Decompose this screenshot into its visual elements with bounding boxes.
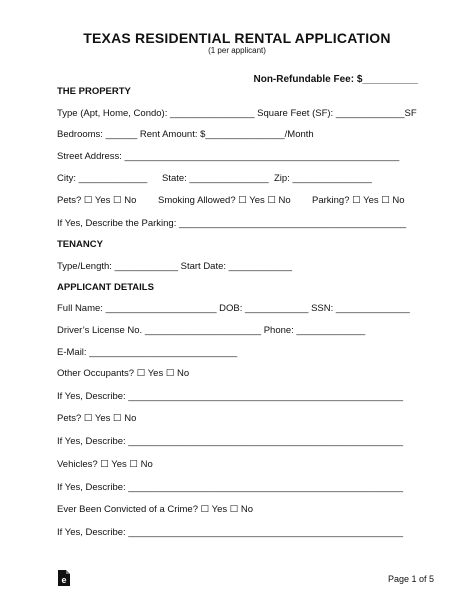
document-subtitle: (1 per applicant) bbox=[208, 46, 266, 55]
property-type-field[interactable]: Type (Apt, Home, Condo): ________________ Square Feet (SF): _____________SF bbox=[57, 108, 417, 119]
state-field[interactable]: State: _______________ bbox=[162, 173, 269, 184]
drivers-license-phone-field[interactable]: Driver’s License No. ______________________ Phone: _____________ bbox=[57, 325, 366, 336]
other-occupants-checkbox-row[interactable]: Other Occupants? ☐ Yes ☐ No bbox=[57, 368, 190, 379]
bedrooms-rent-field[interactable]: Bedrooms: ______ Rent Amount: $_______________/Month bbox=[57, 129, 314, 140]
tenancy-type-start-field[interactable]: Type/Length: ____________ Start Date: ____________ bbox=[57, 261, 293, 272]
city-field[interactable]: City: _____________ bbox=[57, 173, 148, 184]
parking-checkbox-row[interactable]: Parking? ☐ Yes ☐ No bbox=[312, 195, 405, 206]
section-heading-tenancy: TENANCY bbox=[57, 239, 103, 250]
pets-describe-field[interactable]: If Yes, Describe: ____________________________________________________ bbox=[57, 436, 404, 447]
non-refundable-fee-field[interactable]: Non-Refundable Fee: $__________ bbox=[253, 74, 418, 85]
section-heading-applicant: APPLICANT DETAILS bbox=[57, 282, 154, 293]
section-heading-property: THE PROPERTY bbox=[57, 86, 131, 97]
applicant-pets-checkbox-row[interactable]: Pets? ☐ Yes ☐ No bbox=[57, 413, 137, 424]
crime-describe-field[interactable]: If Yes, Describe: ____________________________________________________ bbox=[57, 527, 404, 538]
full-name-dob-ssn-field[interactable]: Full Name: _____________________ DOB: ____________ SSN: ______________ bbox=[57, 303, 410, 314]
occupants-describe-field[interactable]: If Yes, Describe: ____________________________________________________ bbox=[57, 391, 404, 402]
document-title: TEXAS RESIDENTIAL RENTAL APPLICATION bbox=[83, 30, 391, 46]
email-field[interactable]: E-Mail: ____________________________ bbox=[57, 347, 238, 358]
property-pets-checkbox-row[interactable]: Pets? ☐ Yes ☐ No bbox=[57, 195, 137, 206]
svg-text:e: e bbox=[61, 575, 67, 585]
street-address-field[interactable]: Street Address: ____________________________________________________ bbox=[57, 151, 400, 162]
document-logo-icon bbox=[58, 570, 70, 586]
vehicles-describe-field[interactable]: If Yes, Describe: ____________________________________________________ bbox=[57, 482, 404, 493]
page-number: Page 1 of 5 bbox=[387, 574, 434, 584]
crime-conviction-checkbox-row[interactable]: Ever Been Convicted of a Crime? ☐ Yes ☐ No bbox=[57, 504, 254, 515]
zip-field[interactable]: Zip: _______________ bbox=[274, 173, 372, 184]
vehicles-checkbox-row[interactable]: Vehicles? ☐ Yes ☐ No bbox=[57, 459, 153, 470]
parking-describe-field[interactable]: If Yes, Describe the Parking: ___________________________________________ bbox=[57, 218, 407, 229]
smoking-allowed-checkbox-row[interactable]: Smoking Allowed? ☐ Yes ☐ No bbox=[158, 195, 291, 206]
